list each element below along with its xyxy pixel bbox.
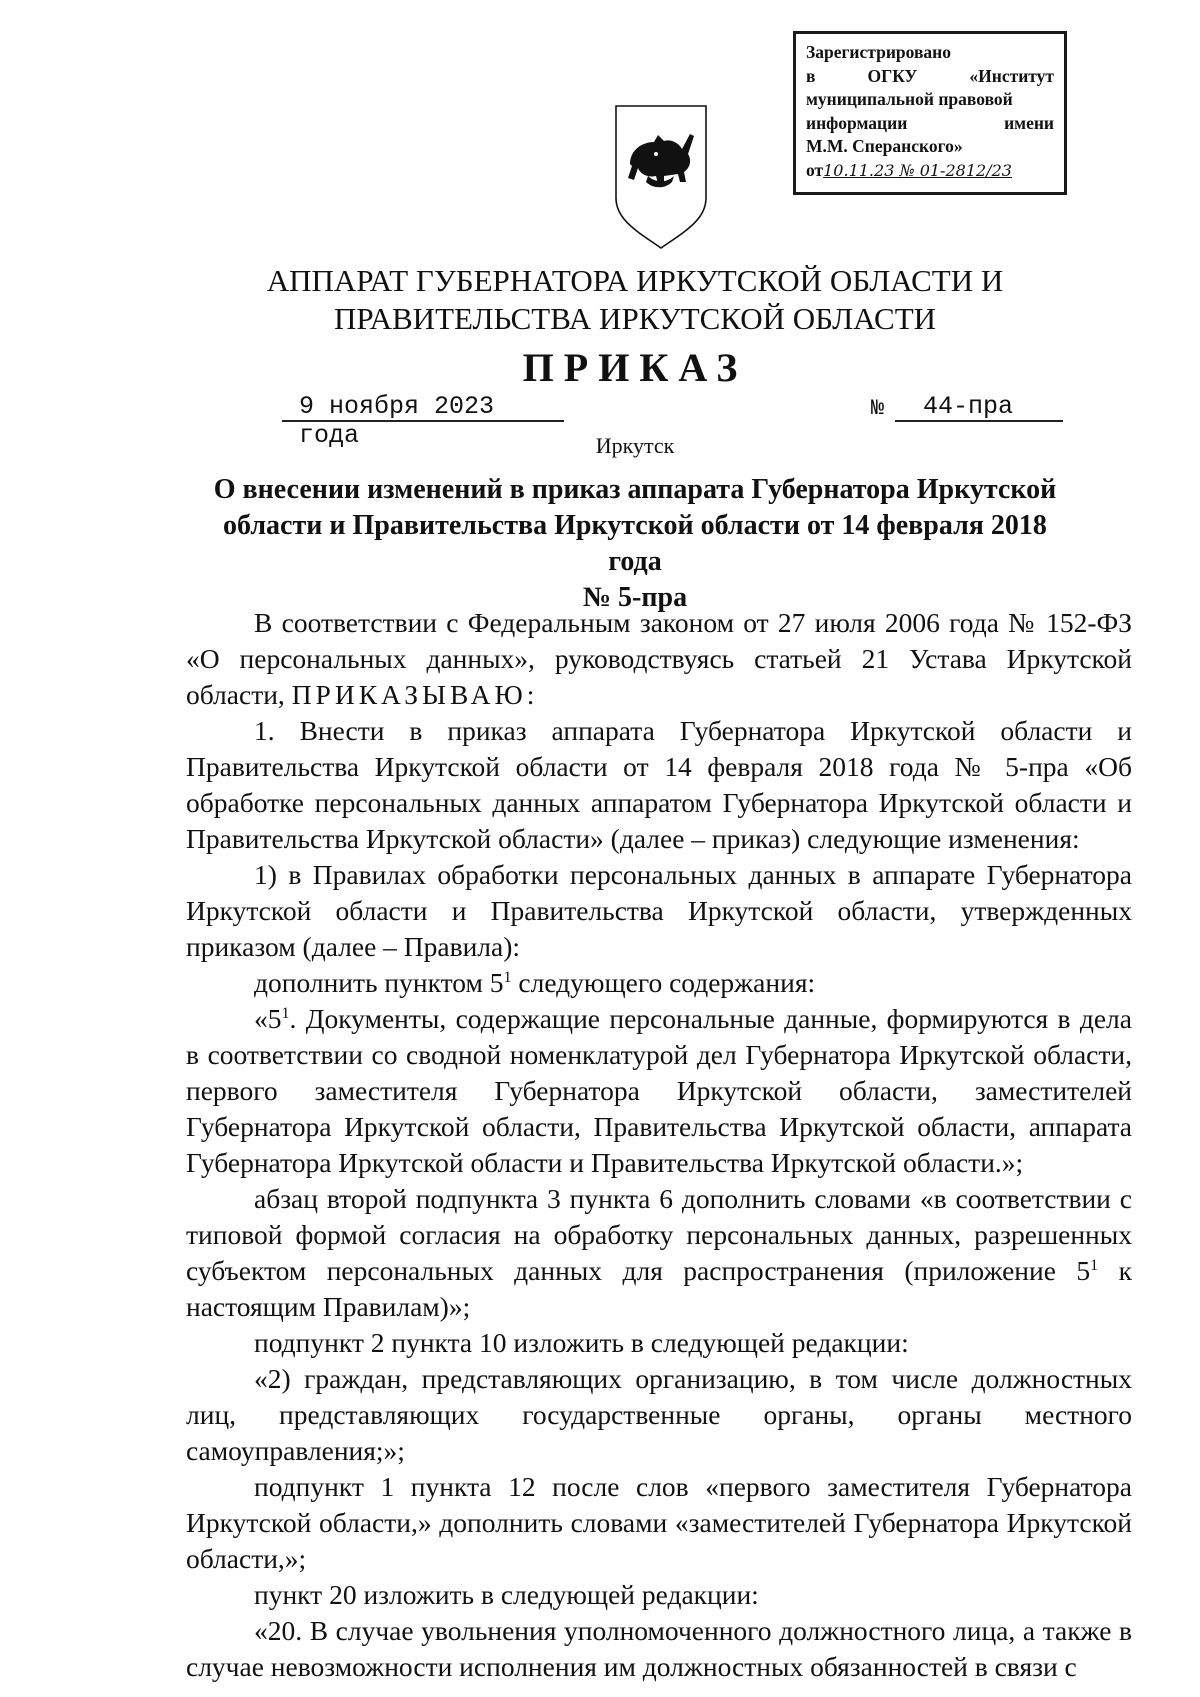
stamp-line-6: [806, 159, 1054, 183]
subject-line-1: О внесении изменений в приказ аппарата Губернатора Иркутской: [213, 474, 1057, 505]
text-fragment: . Документы, содержащие персональные данные, формируются в дела в соответствии со сводной номенклатурой дел Губернатора Иркутской области, первого заместителя Губернатора Иркутской области, заместителей Губернатора Иркутской области, Правительства Иркутской области, аппарата Губернатора Иркутской области и Правительства Иркутской области.»;: [186, 1003, 1132, 1178]
order-number: 44-пра: [895, 392, 1063, 422]
stamp-word: имени: [1004, 112, 1054, 133]
stamp-prefix: от: [806, 159, 824, 180]
paragraph-subitem-1: 1) в Правилах обработки персональных данных в аппарате Губернатора Иркутской области и Правительства Иркутской области, утвержденных приказом (далее – Правила):: [186, 859, 1132, 962]
stamp-line-2: [806, 65, 1054, 89]
stamp-line-1: Зарегистрировано: [806, 42, 951, 62]
stamp-word: информации: [806, 112, 908, 133]
order-word: ПРИКАЗЫВАЮ:: [291, 679, 539, 710]
order-date: 9 ноября 2023 года: [282, 392, 564, 422]
stamp-line-3: муниципальной правовой: [806, 89, 1013, 109]
order-body: [186, 605, 1132, 1685]
paragraph-point-20-amend: пункт 20 изложить в следующей редакции:: [254, 1579, 759, 1610]
paragraph-point-5-1: [186, 1001, 1132, 1181]
stamp-word: ОГКУ: [867, 65, 918, 86]
paragraph-preamble: [186, 605, 1132, 713]
paragraph-point-10-amend: подпункт 2 пункта 10 изложить в следующей редакции:: [254, 1327, 909, 1358]
org-line-2: ПРАВИТЕЛЬСТВА ИРКУТСКОЙ ОБЛАСТИ: [333, 301, 937, 336]
city: Иркутск: [595, 433, 675, 458]
text-fragment: абзац второй подпункта 3 пункта 6 дополнить словами «в соответствии с типовой формой согласия на обработку персональных данных, разрешенных субъектом персональных данных для распространения (приложение 5: [186, 1183, 1132, 1286]
paragraph-add-point: [186, 965, 1132, 1001]
stamp-line-5: М.М. Сперанского»: [806, 136, 963, 156]
paragraph-point-6-amend: [186, 1181, 1132, 1325]
paragraph-item-1: 1. Внести в приказ аппарата Губернатора Иркутской области и Правительства Иркутской области от 14 февраля 2018 года № 5-пра «Об обработке персональных данных аппаратом Губернатора Иркутской области и Правительства Иркутской области» (далее – приказ) следующие изменения:: [186, 715, 1132, 854]
stamp-word: «Институт: [969, 65, 1054, 86]
document-type-title: ПРИКАЗ: [522, 345, 748, 390]
superscript: 1: [1090, 1256, 1099, 1274]
superscript: 1: [503, 968, 512, 986]
order-subject: [200, 472, 1070, 616]
paragraph-point-10-text: «2) граждан, представляющих организацию, в том числе должностных лиц, представляющих государственные органы, органы местного самоуправления;»;: [186, 1363, 1132, 1466]
text-fragment: «5: [254, 1003, 282, 1034]
stamp-line-4: [806, 112, 1054, 136]
registration-stamp: [793, 31, 1067, 195]
coat-of-arms-emblem: [612, 102, 710, 250]
paragraph-point-20-text: «20. В случае увольнения уполномоченного должностного лица, а также в случае невозможности исполнения им должностных обязанностей в связи с: [186, 1615, 1132, 1682]
superscript: 1: [281, 1004, 290, 1022]
text-fragment: к настоящим Правилам)»;: [186, 1255, 1132, 1322]
org-line-1: АППАРАТ ГУБЕРНАТОРА ИРКУТСКОЙ ОБЛАСТИ И: [266, 263, 1004, 298]
stamp-word: в: [806, 65, 816, 86]
subject-line-3: № 5-пра: [582, 582, 688, 613]
issuing-authority: [180, 262, 1090, 338]
stamp-handwritten-number: 10.11.23 № 01-2812/23: [823, 160, 1012, 180]
number-sign: №: [871, 396, 885, 421]
subject-line-2: области и Правительства Иркутской области от 14 февраля 2018 года: [223, 510, 1047, 577]
text-fragment: дополнить пунктом 5: [254, 967, 504, 998]
text-fragment: следующего содержания:: [511, 967, 816, 998]
paragraph-point-12-amend: подпункт 1 пункта 12 после слов «первого заместителя Губернатора Иркутской области,» дополнить словами «заместителей Губернатора Иркутской области,»;: [186, 1471, 1132, 1574]
preamble-text: В соответствии с Федеральным законом от 27 июля 2006 года № 152-ФЗ «О персональных данных», руководствуясь статьей 21 Устава Иркутской области,: [186, 607, 1132, 710]
